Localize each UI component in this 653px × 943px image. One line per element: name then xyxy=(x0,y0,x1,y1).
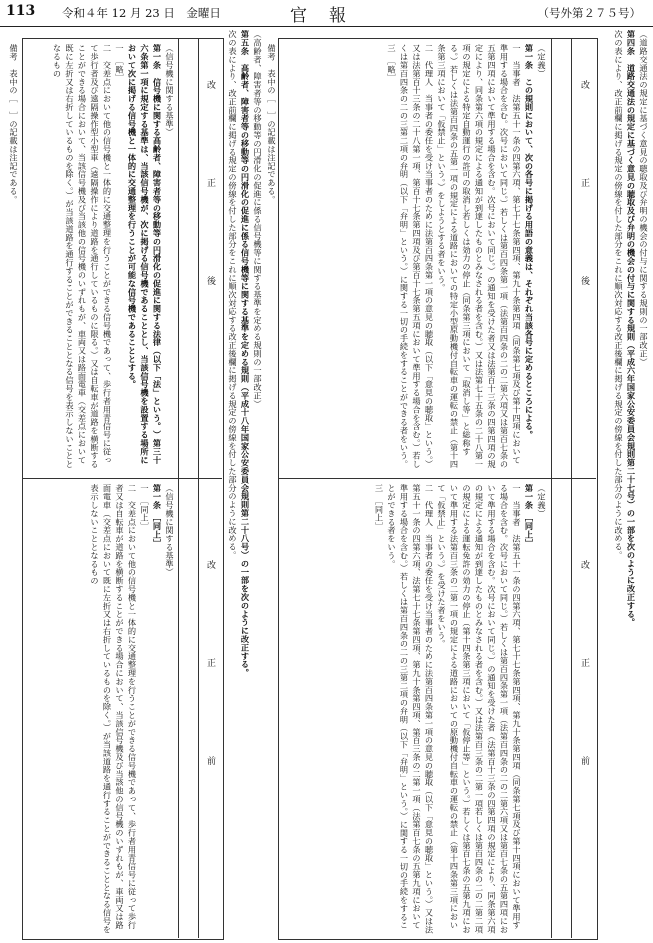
after-line: 第一条 この規則において、次の各号に掲げる用語の意義は、それぞれ当該各号に定めるところによる。 xyxy=(524,44,535,439)
article-5-preamble xyxy=(226,30,264,910)
article-4-remark: 備考 表中の［ ］の記載は注記である。 xyxy=(267,44,277,204)
before-line: 第一条 ［同上］ xyxy=(152,484,163,548)
article-4-after-header: 改 正 後 xyxy=(579,80,589,325)
article-4-after-column xyxy=(282,44,548,472)
journal-title: 官報 xyxy=(290,6,368,26)
after-line: （定義） xyxy=(537,44,547,78)
article-4-before-column xyxy=(282,484,548,934)
table-divider xyxy=(198,38,199,938)
table-divider xyxy=(178,38,179,938)
before-line: 一 当事者 法第五十一条の四第六項、第七十七条第四項、第九十条第四項（同条第七項及び第十四項において準用する場合を含む。次号において同じ。）若しくは第百四条第一項（法第百四条の二の二第六項又は第百七条の五第四項において準用する場合を含む。次号において同じ。）の通知を受けた者（法第百十三条の四第四項の規定により、同条第六項の規定による通知が到達したものとみなされる者を含む。）又は法第百三条の二第一項若しくは第百四条の二の二第二項の規定による運転免許の効力の停止（第十四条第三項において「仮停止等」という。）若しくは第百七条の五第九項において準用する法第百三条の二第一項の規定による道路においての原動機付自転車の運転の禁止（第十四条第三項において「仮禁止」という。）を受けた者をいう。 xyxy=(437,484,522,934)
article-4-before-header: 改 正 前 xyxy=(579,560,589,805)
before-line: （信号機に関する基準） xyxy=(165,484,175,577)
table-divider xyxy=(551,38,552,938)
table-divider xyxy=(571,38,572,938)
after-line: 第一条 信号機に関する高齢者、障害者等の移動等の円滑化の促進に関する法律（以下「法」という。）第三十六条第一項に規定する基準は、当該信号機が、次に掲げる信号機であることとし、当該信号機を設置する場所において次に掲げる信号機と一体的に交通整理を行うことが可能な信号機であることとする。 xyxy=(127,44,163,464)
before-line: 三 ［同上］ xyxy=(374,484,385,531)
article-5-text: 第五条 高齢者、障害者等の移動等の円滑化の促進に係る信号機等に関する基準を定める規則（平成十八年国家公安委員会規則第二十八号）の一部を次のように改正する。 xyxy=(240,30,251,677)
extra-issue-number: （号外第２７５号） xyxy=(537,6,641,20)
gazette-header xyxy=(0,0,653,27)
article-5-after-header: 改 正 後 xyxy=(205,80,215,325)
article-4-intro: （道路交通法の規定に基づく意見の聴取及び弁明の機会の付与に関する規則の一部改正） xyxy=(639,30,649,366)
table-row-divider xyxy=(278,478,596,479)
before-line: 二 交差点において他の信号機と一体的に交通整理を行うことができる信号機であって、歩行者用青信号に従って歩行者又は自転車が道路を横断することができる場合において、当該信号機及び当該他の信号機のいずれもが、車両又は路面電車（交差点において既に左折又は右折しているものを除く。）が当該道路を通行することができることとなる信号を表示しないこととなるもの xyxy=(90,484,138,934)
page-number: 113 xyxy=(6,3,36,19)
article-5-before-header: 改 正 前 xyxy=(205,560,215,805)
before-line: 二 代理人 当事者の委任を受け当事者のために法第百四条第一項の意見の聴取（以下「意見の聴取」という。）又は法第五十一条の四第六項、法第七十七条第四項、第九十条第四項、第百三条の二第一項（法第百七条の五第九項において準用する場合を含む。）若しくは第百四条の二の三第二項の弁明（以下「弁明」という。）に関する一切の手続をすることができる者をいう。 xyxy=(387,484,435,934)
article-5-note: 次の表により、改正前欄に掲げる規定の傍線を付した部分をこれに順次対応する改正後欄に掲げる規定の傍線を付した部分のように改める。 xyxy=(228,30,238,560)
issue-date: 令和４年 12 月 23 日 金曜日 xyxy=(62,6,221,20)
after-line: （信号機に関する基準） xyxy=(165,44,175,137)
after-line: 一 ［略］ xyxy=(115,44,125,82)
after-line: 三 ［略］ xyxy=(387,44,397,82)
article-5-intro: （高齢者、障害者等の移動等の円滑化の促進に係る信号機等に関する基準を定める規則の一部改正） xyxy=(253,30,263,408)
after-line: 一 当事者 法第五十一条の四第六項、第七十七条第四項、第九十条第四項（同条第七項及び第十四項において準用する場合を含む。次号において同じ。）若しくは第百四条第一項（法第百四条の二の二第六項又は第百七条の五第四項において準用する場合を含む。次号において同じ。）の通知を受けた者又は法第百十三条の四第四項の規定により、同条第六項の規定による通知が到達したものとみなされる者を含む。）又は法第七十五条の二十八第一項の規定による特定自動運行の許可の取消し若しくは効力の停止（同条第三項において「取消し等」と総称する。）若しくは法第百四条の五第一項の規定による道路においての特定小型原動機付自転車の運転の禁止（第十四条第三項において「仮禁止」という。）をしようとする者をいう。 xyxy=(437,44,522,469)
article-5-remark: 備考 表中の［ ］の記載は注記である。 xyxy=(9,44,19,204)
article-4-preamble xyxy=(600,30,650,910)
article-5-after-column xyxy=(26,44,176,472)
article-4-text: 第四条 道路交通法の規定に基づく意見の聴取及び弁明の機会の付与に関する規則（平成六年国家公安委員会規則第二十七号）の一部を次のように改正する。 xyxy=(626,30,637,627)
table-row-divider xyxy=(22,478,222,479)
before-line: （定義） xyxy=(537,484,547,518)
article-5-before-column xyxy=(26,484,176,934)
before-line: 第一条 ［同上］ xyxy=(524,484,535,548)
before-line: 一 ［同上］ xyxy=(140,484,150,531)
after-line: 二 交差点において他の信号機と一体的に交通整理を行うことができる信号機であって、歩行者用青信号に従って歩行者及び遠隔操作型小型車（遠隔操作により道路を通行しているものに限る。）又は自転車が道路を横断することができる場合において、当該信号機及び当該他の信号機のいずれもが、車両又は路面電車（交差点において既に左折又は右折しているものを除く。）が当該道路を通行することができることとなる信号を表示しないこととなるもの xyxy=(52,44,113,469)
article-4-note: 次の表により、改正前欄に掲げる規定の傍線を付した部分をこれに順次対応する改正後欄に掲げる規定の傍線を付した部分のように改める。 xyxy=(614,30,624,560)
after-line: 二 代理人 当事者の委任を受け当事者のために法第百四条第一項の意見の聴取（以下「意見の聴取」という。）又は法第百十三条の二十八第一項、第百十七条第四項及び第百十七条第五項において準用する場合を含む。）若しくは第百四条の二の三第二項の弁明（以下「弁明」という。）に関する一切の手続をすることができる者をいう。 xyxy=(399,44,435,469)
